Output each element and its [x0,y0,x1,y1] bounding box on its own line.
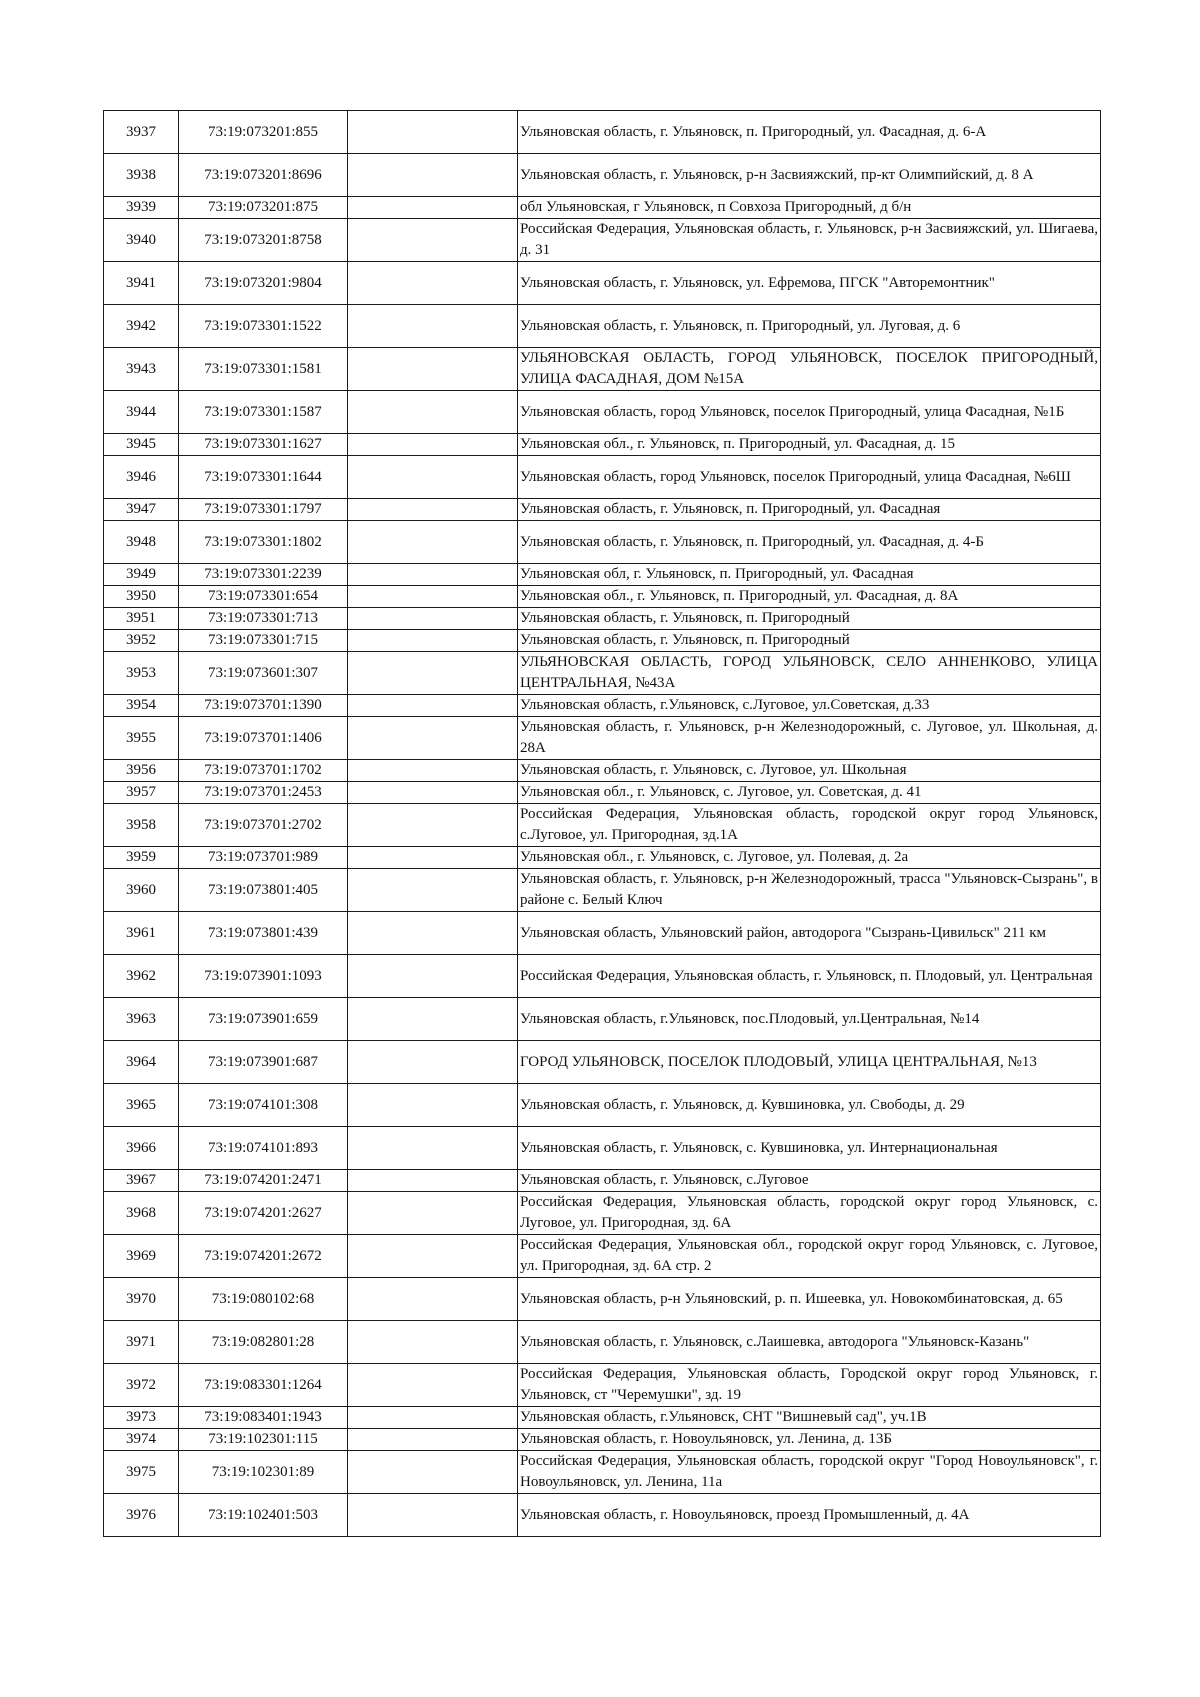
empty-cell [348,154,518,197]
table-row [104,782,1101,804]
address-cell: обл Ульяновская, г Ульяновск, п Совхоза Пригородный, д б/н [518,197,1101,219]
empty-cell [348,564,518,586]
empty-cell [348,1278,518,1321]
cadastral-number-cell: 73:19:073301:1627 [179,434,348,456]
row-number-cell: 3951 [104,608,179,630]
table-row [104,1192,1101,1235]
address-cell: Ульяновская область, г.Ульяновск, с.Луговое, ул.Советская, д.33 [518,695,1101,717]
table-row [104,1407,1101,1429]
empty-cell [348,608,518,630]
cadastral-number-cell: 73:19:073201:9804 [179,262,348,305]
row-number-cell: 3964 [104,1041,179,1084]
empty-cell [348,391,518,434]
empty-cell [348,869,518,912]
row-number-cell: 3967 [104,1170,179,1192]
row-number-cell: 3959 [104,847,179,869]
cadastral-number-cell: 73:19:082801:28 [179,1321,348,1364]
table-row [104,847,1101,869]
address-cell: Ульяновская область, г. Ульяновск, р-н Засвияжский, пр-кт Олимпийский, д. 8 А [518,154,1101,197]
empty-cell [348,695,518,717]
cadastral-number-cell: 73:19:073301:654 [179,586,348,608]
table-row [104,998,1101,1041]
address-cell: Ульяновская область, г. Новоульяновск, ул. Ленина, д. 13Б [518,1429,1101,1451]
cadastral-number-cell: 73:19:073901:1093 [179,955,348,998]
empty-cell [348,717,518,760]
cadastral-number-cell: 73:19:073301:1522 [179,305,348,348]
table-row [104,1127,1101,1170]
row-number-cell: 3952 [104,630,179,652]
row-number-cell: 3962 [104,955,179,998]
table-row [104,1321,1101,1364]
address-cell: Ульяновская область, г.Ульяновск, СНТ "Вишневый сад", уч.1В [518,1407,1101,1429]
table-row [104,630,1101,652]
empty-cell [348,998,518,1041]
address-cell: Ульяновская обл., г. Ульяновск, п. Пригородный, ул. Фасадная, д. 8А [518,586,1101,608]
table-row [104,154,1101,197]
address-cell: Ульяновская обл., г. Ульяновск, с. Луговое, ул. Полевая, д. 2а [518,847,1101,869]
table-row [104,869,1101,912]
address-cell: Ульяновская область, г. Ульяновск, п. Пригородный [518,630,1101,652]
cadastral-number-cell: 73:19:073301:1802 [179,521,348,564]
table-row [104,912,1101,955]
row-number-cell: 3966 [104,1127,179,1170]
row-number-cell: 3945 [104,434,179,456]
cadastral-number-cell: 73:19:073201:855 [179,111,348,154]
cadastral-number-cell: 73:19:083301:1264 [179,1364,348,1407]
empty-cell [348,348,518,391]
empty-cell [348,847,518,869]
table-row [104,717,1101,760]
cadastral-number-cell: 73:19:073201:8696 [179,154,348,197]
address-cell: Ульяновская область, г. Ульяновск, д. Кувшиновка, ул. Свободы, д. 29 [518,1084,1101,1127]
empty-cell [348,262,518,305]
empty-cell [348,434,518,456]
row-number-cell: 3937 [104,111,179,154]
row-number-cell: 3976 [104,1494,179,1537]
cadastral-number-cell: 73:19:073201:8758 [179,219,348,262]
address-cell: Ульяновская обл, г. Ульяновск, п. Пригородный, ул. Фасадная [518,564,1101,586]
table-row [104,695,1101,717]
cadastral-number-cell: 73:19:073701:2453 [179,782,348,804]
row-number-cell: 3944 [104,391,179,434]
empty-cell [348,630,518,652]
cadastral-number-cell: 73:19:073301:1581 [179,348,348,391]
table-row [104,1364,1101,1407]
cadastral-number-cell: 73:19:074101:893 [179,1127,348,1170]
row-number-cell: 3970 [104,1278,179,1321]
address-cell: Ульяновская область, город Ульяновск, поселок Пригородный, улица Фасадная, №6Ш [518,456,1101,499]
table-row [104,219,1101,262]
table-row [104,608,1101,630]
empty-cell [348,521,518,564]
cadastral-number-cell: 73:19:073701:1702 [179,760,348,782]
cadastral-number-cell: 73:19:074201:2471 [179,1170,348,1192]
address-cell: Ульяновская область, г. Новоульяновск, проезд Промышленный, д. 4А [518,1494,1101,1537]
address-cell: Ульяновская область, Ульяновский район, автодорога "Сызрань-Цивильск" 211 км [518,912,1101,955]
property-registry-table [103,110,1101,1537]
table-row [104,1084,1101,1127]
empty-cell [348,1084,518,1127]
empty-cell [348,1127,518,1170]
empty-cell [348,197,518,219]
cadastral-number-cell: 73:19:102301:115 [179,1429,348,1451]
table-row [104,456,1101,499]
empty-cell [348,1364,518,1407]
cadastral-number-cell: 73:19:073701:989 [179,847,348,869]
row-number-cell: 3975 [104,1451,179,1494]
empty-cell [348,782,518,804]
empty-cell [348,1407,518,1429]
address-cell: ГОРОД УЛЬЯНОВСК, ПОСЕЛОК ПЛОДОВЫЙ, УЛИЦА ЦЕНТРАЛЬНАЯ, №13 [518,1041,1101,1084]
row-number-cell: 3946 [104,456,179,499]
row-number-cell: 3971 [104,1321,179,1364]
cadastral-number-cell: 73:19:073801:439 [179,912,348,955]
address-cell: Ульяновская область, г. Ульяновск, ул. Ефремова, ПГСК "Авторемонтник" [518,262,1101,305]
row-number-cell: 3968 [104,1192,179,1235]
empty-cell [348,111,518,154]
table-row [104,804,1101,847]
address-cell: Ульяновская обл., г. Ульяновск, с. Луговое, ул. Советская, д. 41 [518,782,1101,804]
row-number-cell: 3969 [104,1235,179,1278]
cadastral-number-cell: 73:19:073301:1644 [179,456,348,499]
cadastral-number-cell: 73:19:073901:659 [179,998,348,1041]
address-cell: Ульяновская область, р-н Ульяновский, р. п. Ишеевка, ул. Новокомбинатовская, д. 65 [518,1278,1101,1321]
row-number-cell: 3950 [104,586,179,608]
address-cell: Ульяновская область, г. Ульяновск, р-н Железнодорожный, трасса "Ульяновск-Сызрань", в районе с. Белый Ключ [518,869,1101,912]
cadastral-number-cell: 73:19:073801:405 [179,869,348,912]
row-number-cell: 3939 [104,197,179,219]
address-cell: Ульяновская область, г. Ульяновск, п. Пригородный, ул. Фасадная [518,499,1101,521]
empty-cell [348,652,518,695]
cadastral-number-cell: 73:19:080102:68 [179,1278,348,1321]
table-row [104,1235,1101,1278]
cadastral-number-cell: 73:19:074201:2672 [179,1235,348,1278]
cadastral-number-cell: 73:19:074101:308 [179,1084,348,1127]
row-number-cell: 3941 [104,262,179,305]
table-row [104,1451,1101,1494]
cadastral-number-cell: 73:19:102301:89 [179,1451,348,1494]
row-number-cell: 3957 [104,782,179,804]
table-row [104,1278,1101,1321]
address-cell: Ульяновская область, г.Ульяновск, пос.Плодовый, ул.Центральная, №14 [518,998,1101,1041]
table-row [104,197,1101,219]
cadastral-number-cell: 73:19:073701:2702 [179,804,348,847]
cadastral-number-cell: 73:19:073901:687 [179,1041,348,1084]
row-number-cell: 3960 [104,869,179,912]
empty-cell [348,1192,518,1235]
row-number-cell: 3955 [104,717,179,760]
empty-cell [348,1451,518,1494]
address-cell: Ульяновская область, г. Ульяновск, с.Лаишевка, автодорога "Ульяновск-Казань" [518,1321,1101,1364]
table-row [104,1429,1101,1451]
row-number-cell: 3943 [104,348,179,391]
empty-cell [348,1321,518,1364]
table-row [104,391,1101,434]
row-number-cell: 3940 [104,219,179,262]
address-cell: Ульяновская область, г. Ульяновск, п. Пригородный [518,608,1101,630]
cadastral-number-cell: 73:19:073601:307 [179,652,348,695]
row-number-cell: 3953 [104,652,179,695]
address-cell: Ульяновская область, г. Ульяновск, р-н Железнодорожный, с. Луговое, ул. Школьная, д. 28А [518,717,1101,760]
row-number-cell: 3958 [104,804,179,847]
address-cell: Ульяновская обл., г. Ульяновск, п. Пригородный, ул. Фасадная, д. 15 [518,434,1101,456]
cadastral-number-cell: 73:19:073301:1797 [179,499,348,521]
address-cell: Ульяновская область, г. Ульяновск, с. Луговое, ул. Школьная [518,760,1101,782]
table-row [104,499,1101,521]
empty-cell [348,1041,518,1084]
row-number-cell: 3963 [104,998,179,1041]
address-cell: Ульяновская область, город Ульяновск, поселок Пригородный, улица Фасадная, №1Б [518,391,1101,434]
table-row [104,348,1101,391]
table-row [104,564,1101,586]
table-row [104,760,1101,782]
table-row [104,1170,1101,1192]
row-number-cell: 3954 [104,695,179,717]
address-cell: Ульяновская область, г. Ульяновск, п. Пригородный, ул. Луговая, д. 6 [518,305,1101,348]
address-cell: Ульяновская область, г. Ульяновск, п. Пригородный, ул. Фасадная, д. 4-Б [518,521,1101,564]
cadastral-number-cell: 73:19:073201:875 [179,197,348,219]
empty-cell [348,912,518,955]
address-cell: Российская Федерация, Ульяновская область, г. Ульяновск, п. Плодовый, ул. Центральная [518,955,1101,998]
address-cell: Российская Федерация, Ульяновская обл., городской округ город Ульяновск, с. Луговое, ул. Пригородная, зд. 6А стр. 2 [518,1235,1101,1278]
address-cell: Ульяновская область, г. Ульяновск, с.Луговое [518,1170,1101,1192]
row-number-cell: 3948 [104,521,179,564]
table-row [104,262,1101,305]
address-cell: УЛЬЯНОВСКАЯ ОБЛАСТЬ, ГОРОД УЛЬЯНОВСК, СЕЛО АННЕНКОВО, УЛИЦА ЦЕНТРАЛЬНАЯ, №43А [518,652,1101,695]
cadastral-number-cell: 73:19:073301:713 [179,608,348,630]
cadastral-number-cell: 73:19:073701:1390 [179,695,348,717]
row-number-cell: 3974 [104,1429,179,1451]
row-number-cell: 3949 [104,564,179,586]
address-cell: Российская Федерация, Ульяновская область, городской округ город Ульяновск, с.Луговое, ул. Пригородная, зд.1А [518,804,1101,847]
cadastral-number-cell: 73:19:073701:1406 [179,717,348,760]
empty-cell [348,955,518,998]
empty-cell [348,586,518,608]
cadastral-number-cell: 73:19:074201:2627 [179,1192,348,1235]
document-page [103,110,1100,1537]
row-number-cell: 3965 [104,1084,179,1127]
row-number-cell: 3938 [104,154,179,197]
row-number-cell: 3973 [104,1407,179,1429]
empty-cell [348,1494,518,1537]
row-number-cell: 3956 [104,760,179,782]
address-cell: Ульяновская область, г. Ульяновск, п. Пригородный, ул. Фасадная, д. 6-А [518,111,1101,154]
empty-cell [348,1429,518,1451]
empty-cell [348,219,518,262]
address-cell: Российская Федерация, Ульяновская область, Городской округ город Ульяновск, г. Ульяновск, ст "Черемушки", зд. 19 [518,1364,1101,1407]
empty-cell [348,305,518,348]
cadastral-number-cell: 73:19:073301:2239 [179,564,348,586]
cadastral-number-cell: 73:19:073301:715 [179,630,348,652]
cadastral-number-cell: 73:19:083401:1943 [179,1407,348,1429]
row-number-cell: 3942 [104,305,179,348]
table-row [104,652,1101,695]
row-number-cell: 3972 [104,1364,179,1407]
table-row [104,586,1101,608]
table-row [104,111,1101,154]
table-row [104,955,1101,998]
cadastral-number-cell: 73:19:073301:1587 [179,391,348,434]
empty-cell [348,499,518,521]
empty-cell [348,1235,518,1278]
address-cell: УЛЬЯНОВСКАЯ ОБЛАСТЬ, ГОРОД УЛЬЯНОВСК, ПОСЕЛОК ПРИГОРОДНЫЙ, УЛИЦА ФАСАДНАЯ, ДОМ №15А [518,348,1101,391]
table-body [104,111,1101,1537]
empty-cell [348,804,518,847]
table-row [104,434,1101,456]
cadastral-number-cell: 73:19:102401:503 [179,1494,348,1537]
row-number-cell: 3961 [104,912,179,955]
table-row [104,305,1101,348]
row-number-cell: 3947 [104,499,179,521]
table-row [104,1494,1101,1537]
address-cell: Российская Федерация, Ульяновская область, г. Ульяновск, р-н Засвияжский, ул. Шигаева, д. 31 [518,219,1101,262]
table-row [104,521,1101,564]
address-cell: Ульяновская область, г. Ульяновск, с. Кувшиновка, ул. Интернациональная [518,1127,1101,1170]
empty-cell [348,1170,518,1192]
empty-cell [348,456,518,499]
address-cell: Российская Федерация, Ульяновская область, городской округ "Город Новоульяновск", г. Новоульяновск, ул. Ленина, 11а [518,1451,1101,1494]
table-row [104,1041,1101,1084]
address-cell: Российская Федерация, Ульяновская область, городской округ город Ульяновск, с. Луговое, ул. Пригородная, зд. 6А [518,1192,1101,1235]
empty-cell [348,760,518,782]
